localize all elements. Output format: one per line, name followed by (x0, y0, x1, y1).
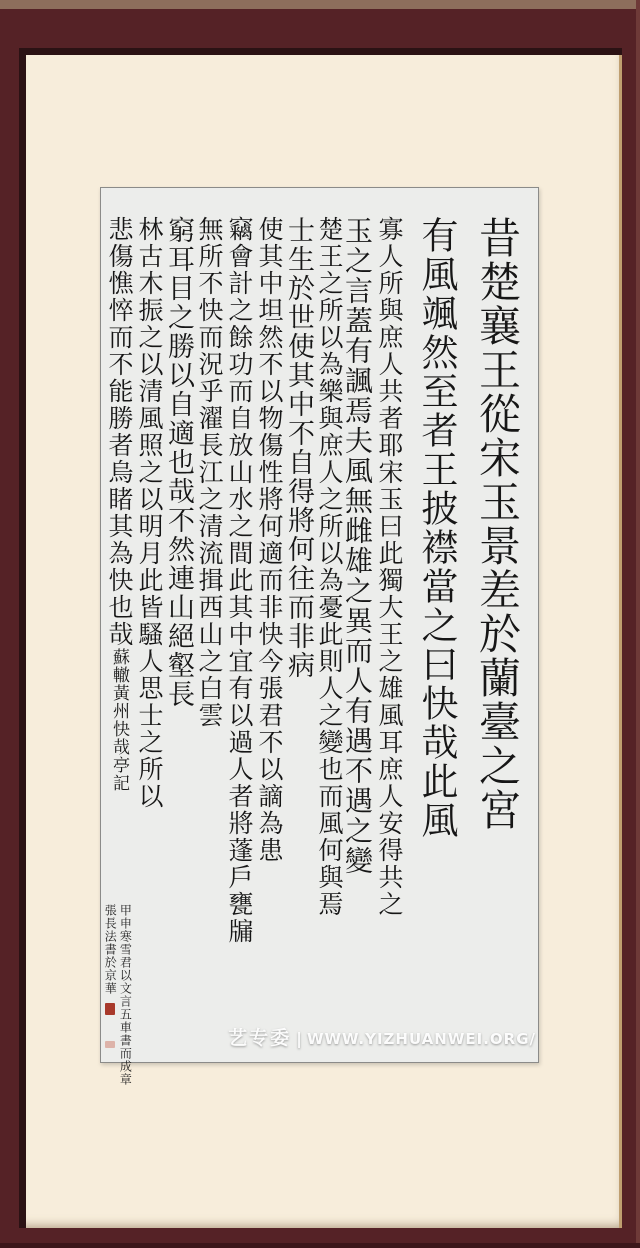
calligraphy-text-block (105, 216, 522, 1038)
frame-bevel-right (636, 0, 640, 1248)
colophon-date-column: 甲申寒雪君以文言五車書而成章 (118, 904, 133, 1086)
frame-bevel-bottom (0, 1243, 640, 1248)
calligraphy-column-4: 玉之言蓋有諷焉夫風無雌雄之異而人有遇不遇之變 (341, 216, 374, 876)
artist-seal (105, 1003, 115, 1015)
colophon-block (103, 904, 131, 1086)
calligraphy-column-5: 楚王之所以為樂與庶人之所以為憂此則人之變也而風何與焉 (315, 216, 344, 918)
watermark-separator: | (296, 1029, 302, 1048)
artist-seal-faint (105, 1041, 115, 1048)
calligraphy-column-7: 使其中坦然不以物傷性將何適而非快今張君不以謫為患 (255, 216, 284, 864)
calligraphy-column-11: 林古木振之以清風照之以明月此皆騷人思士之所以 (135, 216, 164, 810)
mat-board (19, 48, 622, 1228)
colophon-signature-column: 張長法書於京華 (103, 904, 118, 995)
calligraphy-column-2: 有風颯然至者王披襟當之曰快哉此風 (415, 216, 458, 840)
calligraphy-column-8: 竊會計之餘功而自放山水之間此其中宜有以過人者將蓬戶甕牖 (225, 216, 254, 945)
calligraphy-column-12-text: 悲傷憔悴而不能勝者烏睹其為快也哉 (105, 216, 134, 648)
watermark-url: WWW.YIZHUANWEI.ORG/ (306, 1030, 536, 1048)
watermark-site-label: 艺专委 (228, 1027, 292, 1049)
calligraphy-column-6: 士生於世使其中不自得將何往而非病 (283, 216, 314, 680)
attribution-text: 蘇轍黃州快哉亭記 (109, 648, 129, 792)
watermark (228, 1023, 536, 1050)
calligraphy-column-1: 昔楚襄王從宋玉景差於蘭臺之宮 (473, 216, 522, 832)
calligraphy-column-3: 寡人所與庶人共者耶宋玉曰此獨大王之雄風耳庶人安得共之 (375, 216, 404, 918)
calligraphy-paper (100, 187, 539, 1086)
calligraphy-column-9: 無所不快而況乎濯長江之清流揖西山之白雲 (195, 216, 224, 729)
calligraphy-column-10: 窮耳目之勝以自適也哉不然連山絕壑長 (163, 216, 194, 709)
signature-wrap (103, 904, 116, 1086)
frame-bevel-top (0, 0, 640, 9)
